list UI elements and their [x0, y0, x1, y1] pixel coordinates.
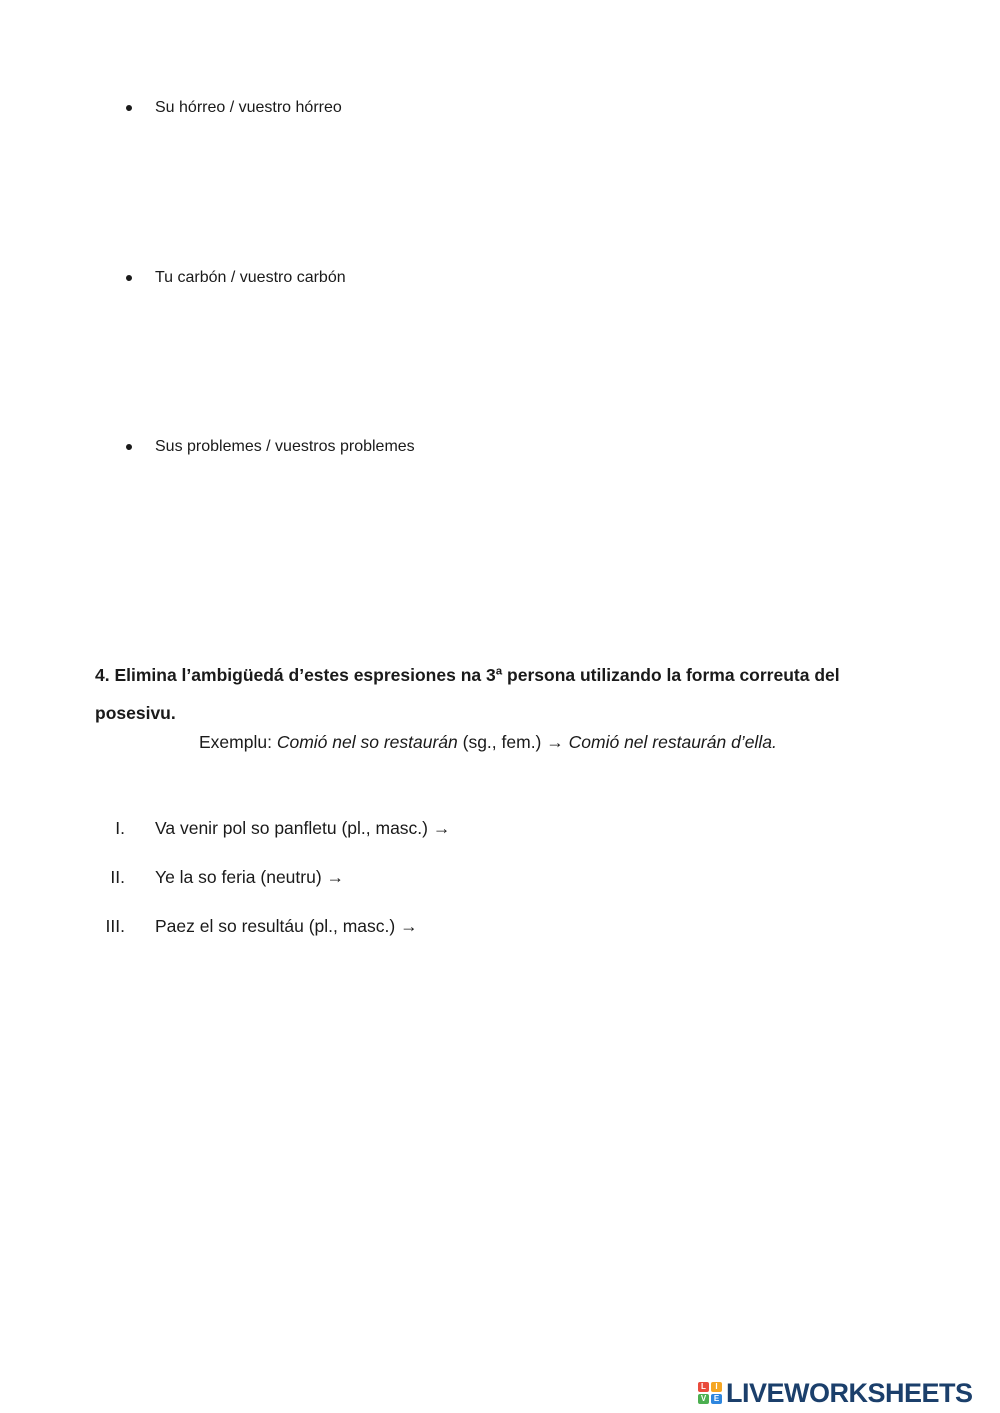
- arrow-right-icon: →: [326, 867, 345, 887]
- bullet-item: [126, 268, 346, 288]
- exercise-heading: 4. Elimina l’ambigüedá d’estes espresiones na 3ª persona utilizando la forma correuta del posesivu.: [95, 665, 840, 723]
- item-number: III.: [105, 916, 125, 936]
- item-text: Ye la so feria (neutru): [155, 867, 322, 887]
- arrow-right-icon: →: [546, 732, 564, 752]
- item-text: Va venir pol so panfletu (pl., masc.): [155, 818, 428, 838]
- example-phrase: Comió nel so restaurán: [276, 732, 458, 752]
- arrow-right-icon: →: [432, 818, 451, 838]
- example-line: [199, 731, 777, 753]
- arrow-right-icon: →: [400, 916, 418, 936]
- logo-cell: I: [711, 1382, 722, 1392]
- example-label: Exemplu:: [199, 732, 272, 752]
- item-text-wrap: [155, 915, 418, 937]
- logo-text: LIVEWORKSHEETS: [726, 1377, 973, 1408]
- example-note: (sg., fem.): [462, 732, 542, 752]
- logo-grid-icon: [698, 1382, 722, 1404]
- logo-cell: L: [698, 1382, 709, 1392]
- item-text: Paez el so resultáu (pl., masc.): [155, 916, 396, 936]
- item-text-wrap: [155, 817, 450, 839]
- example-answer: Comió nel restaurán d’ella.: [568, 732, 777, 752]
- bullet-dot-icon: [126, 105, 132, 111]
- liveworksheets-logo: [698, 1378, 973, 1408]
- bullet-item: [126, 437, 415, 457]
- bullet-dot-icon: [126, 275, 132, 281]
- bullet-text: Tu carbón / vuestro carbón: [155, 269, 346, 286]
- logo-cell: V: [698, 1394, 709, 1404]
- item-number: I.: [115, 818, 125, 838]
- bullet-text: Sus problemes / vuestros problemes: [155, 438, 415, 455]
- bullet-item: [126, 98, 342, 118]
- bullet-text: Su hórreo / vuestro hórreo: [155, 99, 342, 116]
- item-number: II.: [110, 867, 125, 887]
- bullet-dot-icon: [126, 444, 132, 450]
- item-text-wrap: [155, 866, 344, 888]
- logo-cell: E: [711, 1394, 722, 1404]
